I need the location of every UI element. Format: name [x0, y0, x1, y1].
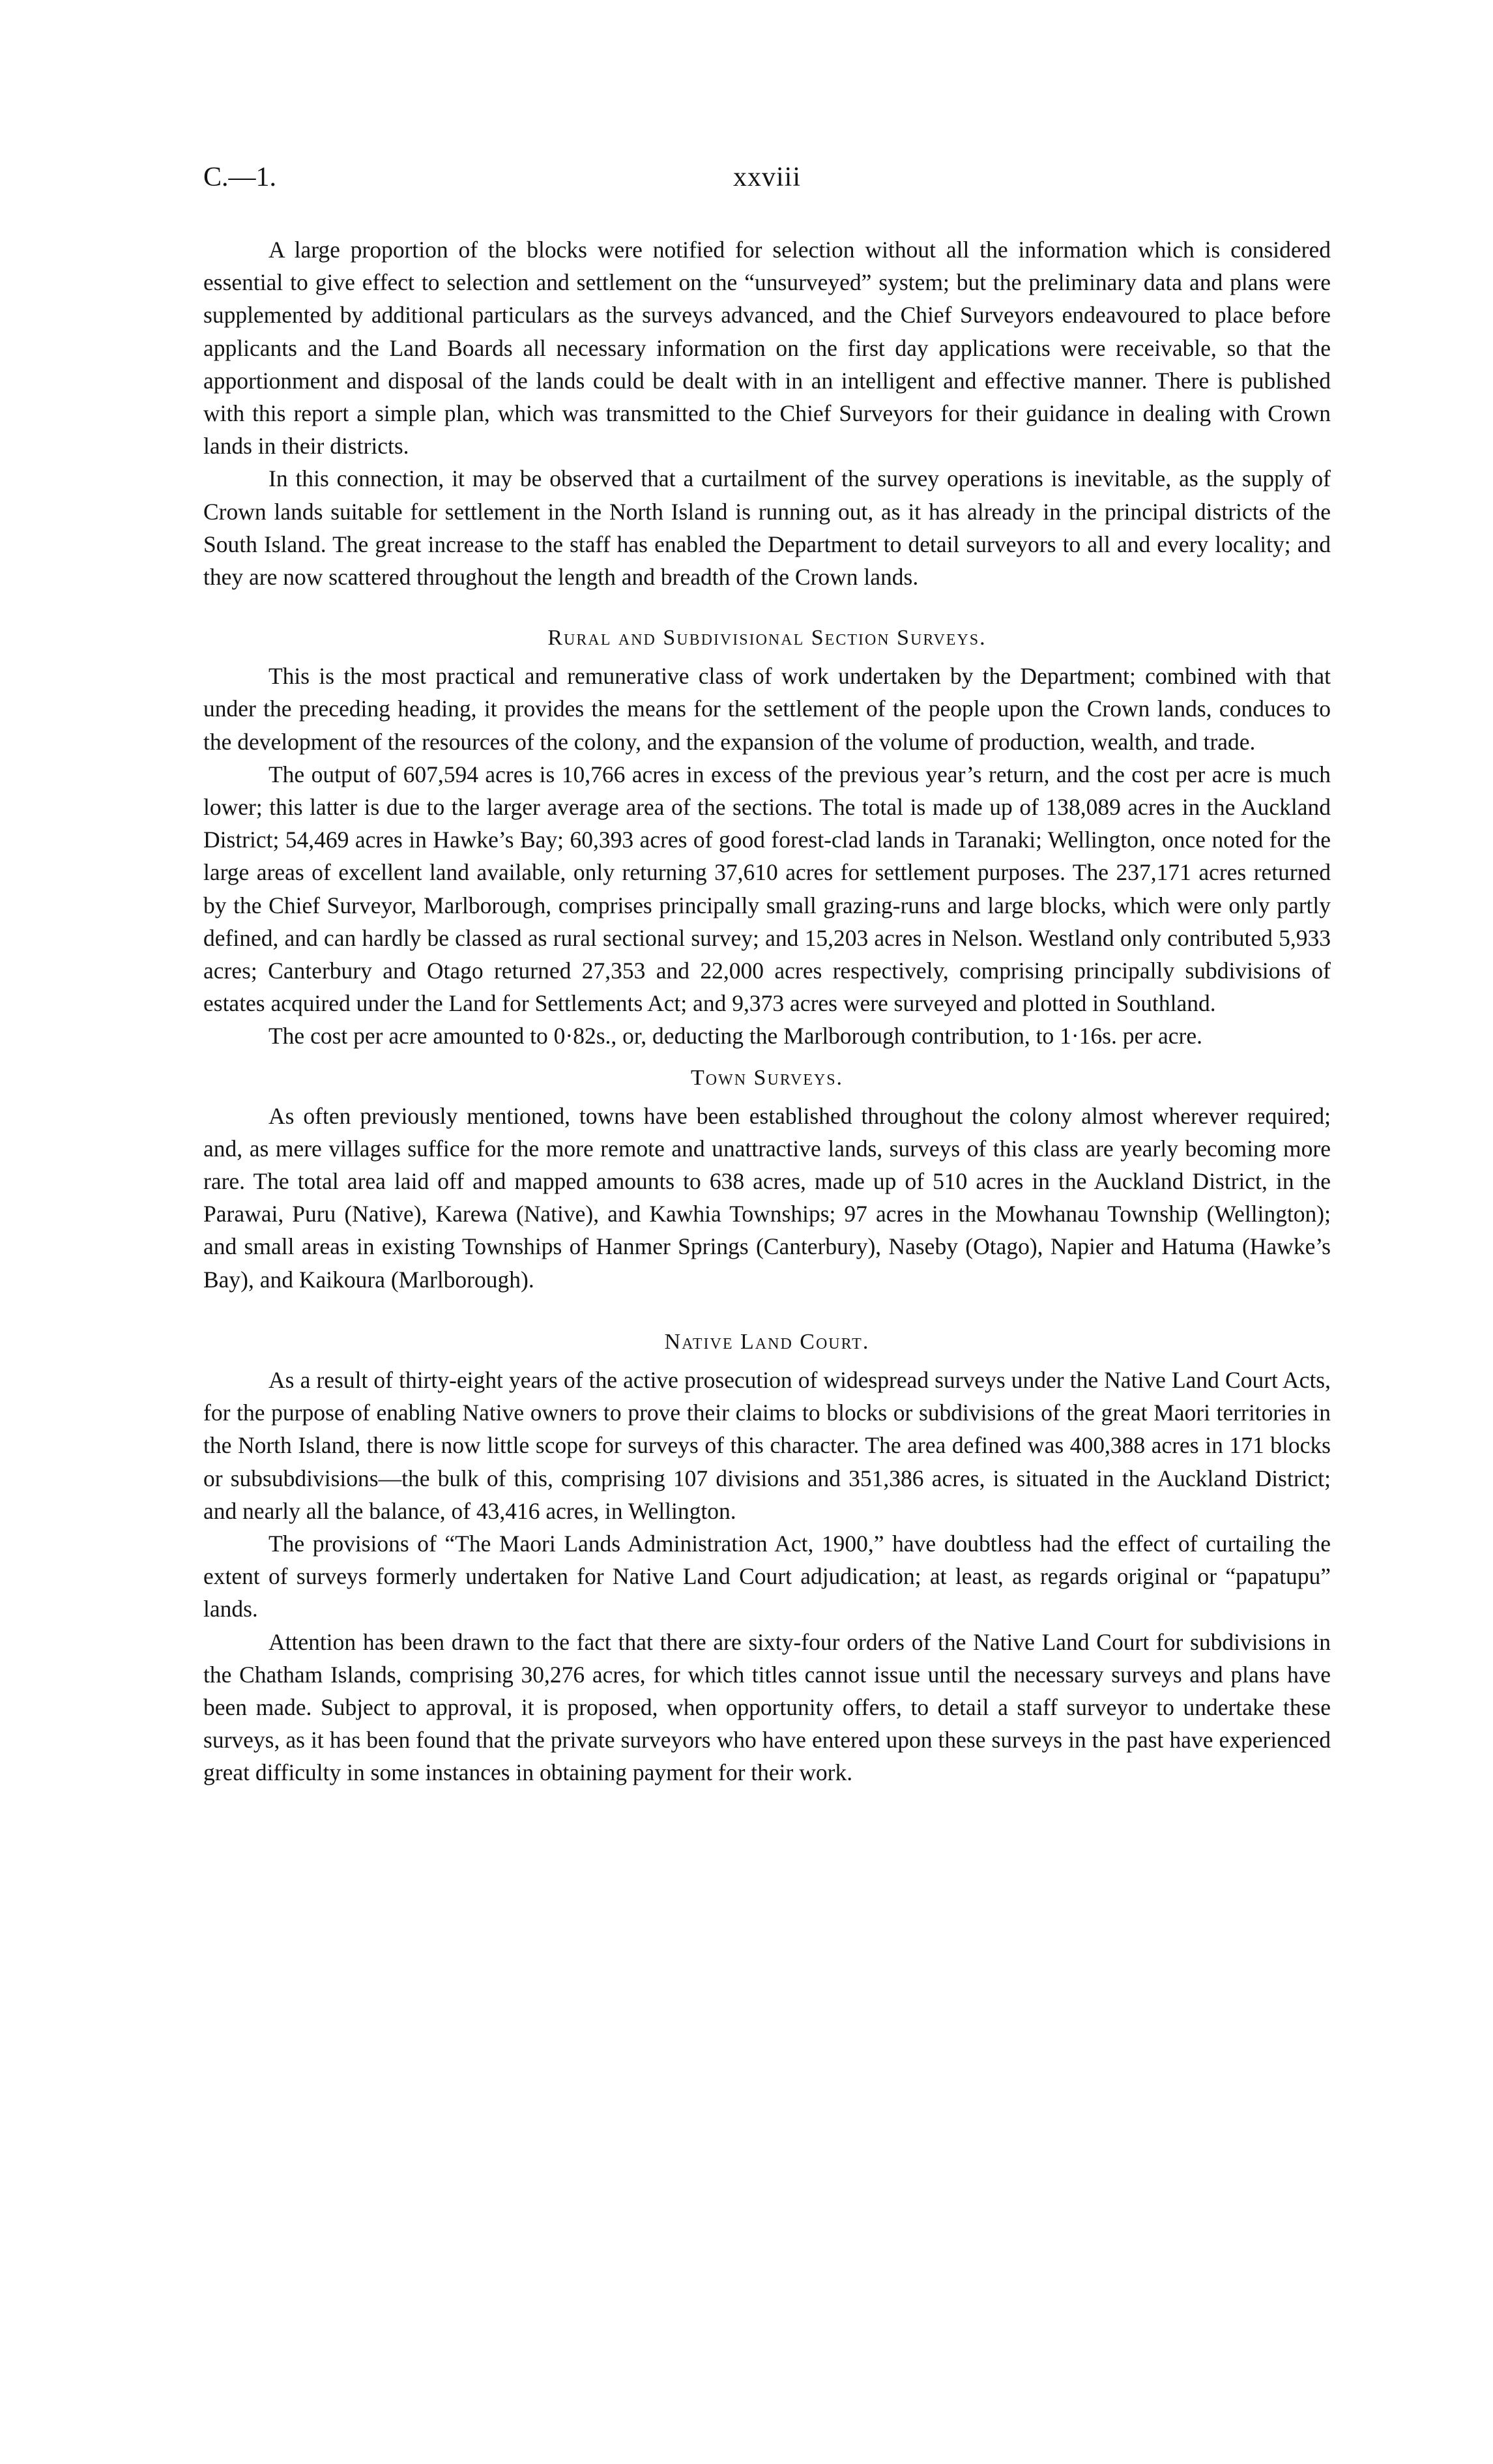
paragraph: The provisions of “The Maori Lands Administration Act, 1900,” have doubtless had the effect of curtailing the extent of surveys formerly undertaken for Native Land Court adjudication; at least, as regards original or “papatupu” lands.: [203, 1530, 1331, 1622]
paragraph: In this connection, it may be observed that a curtailment of the survey operations is inevitable, as the supply of Crown lands suitable for settlement in the North Island is running out, as it has already in the principal districts of the South Island. The great increase to the staff has enabled the Department to detail surveyors to all and every locality; and they are now scattered throughout the length and breadth of the Crown lands.: [203, 465, 1331, 591]
section-heading-native-land-court: Native Land Court.: [664, 1329, 870, 1354]
page-number: xxviii: [732, 162, 802, 192]
paragraph: As a result of thirty-eight years of the active prosecution of widespread surveys under the Native Land Court Acts, for the purpose of enabling Native owners to prove their claims to blocks or subdivisions of the great Maori territories in the North Island, there is now little scope for surveys of this character. The area defined was 400,388 acres in 171 blocks or subsubdivisions—the bulk of this, comprising 107 divisions and 351,386 acres, is situated in the Auckland District; and nearly all the balance, of 43,416 acres, in Wellington.: [203, 1366, 1331, 1524]
paragraph: The cost per acre amounted to 0·82s., or, deducting the Marlborough contribution, to 1·16s. per acre.: [268, 1023, 1202, 1049]
document-page: [203, 162, 1331, 1789]
section-heading-town-surveys: Town Surveys.: [690, 1065, 844, 1090]
paragraph: As often previously mentioned, towns have been established throughout the colony almost wherever required; and, as mere villages suffice for the more remote and unattractive lands, surveys of this class are yearly becoming more rare. The total area laid off and mapped amounts to 638 acres, made up of 510 acres in the Auckland District, in the Parawai, Puru (Native), Karewa (Native), and Kawhia Townships; 97 acres in the Mowhanau Township (Wellington); and small areas in existing Townships of Hanmer Springs (Canterbury), Naseby (Otago), Napier and Hatuma (Hawke’s Bay), and Kaikoura (Marlborough).: [203, 1102, 1331, 1293]
paragraph: This is the most practical and remunerative class of work undertaken by the Department; combined with that under the preceding heading, it provides the means for the settlement of the people upon the Crown lands, conduces to the development of the resources of the colony, and the expansion of the volume of production, wealth, and trade.: [203, 663, 1331, 755]
section-heading-rural-surveys: Rural and Subdivisional Section Surveys.: [547, 626, 987, 651]
paragraph: Attention has been drawn to the fact that there are sixty-four orders of the Native Land Court for subdivisions in the Chatham Islands, comprising 30,276 acres, for which titles cannot issue until the necessary surveys and plans have been made. Subject to approval, it is proposed, when opportunity offers, to detail a staff surveyor to undertake these surveys, as it has been found that the private surveyors who have entered upon these surveys in the past have experienced great difficulty in some instances in obtaining payment for their work.: [203, 1628, 1331, 1786]
paragraph: A large proportion of the blocks were notified for selection without all the information which is considered essential to give effect to selection and settlement on the “unsurveyed” system; but the preliminary data and plans were supplemented by additional particulars as the surveys advanced, and the Chief Surveyors endeavoured to place before applicants and the Land Boards all necessary information on the first day applications were receivable, so that the apportionment and disposal of the lands could be dealt with in an intelligent and effective manner. There is published with this report a simple plan, which was transmitted to the Chief Surveyors for their guidance in dealing with Crown lands in their districts.: [203, 237, 1331, 460]
paper-reference: C.—1.: [203, 162, 277, 192]
page-header: [203, 162, 1331, 207]
paragraph: The output of 607,594 acres is 10,766 acres in excess of the previous year’s return, and the cost per acre is much lower; this latter is due to the larger average area of the sections. The total is made up of 138,089 acres in the Auckland District; 54,469 acres in Hawke’s Bay; 60,393 acres of good forest-clad lands in Taranaki; Wellington, once noted for the large areas of excellent land available, only returning 37,610 acres for settlement purposes. The 237,171 acres returned by the Chief Surveyor, Marlborough, comprises principally small grazing-runs and large blocks, which were only partly defined, and can hardly be classed as rural sectional survey; and 15,203 acres in Nelson. Westland only contributed 5,933 acres; Canterbury and Otago returned 27,353 and 22,000 acres respectively, comprising principally subdivisions of estates acquired under the Land for Settlements Act; and 9,373 acres were surveyed and plotted in Southland.: [203, 761, 1331, 1017]
